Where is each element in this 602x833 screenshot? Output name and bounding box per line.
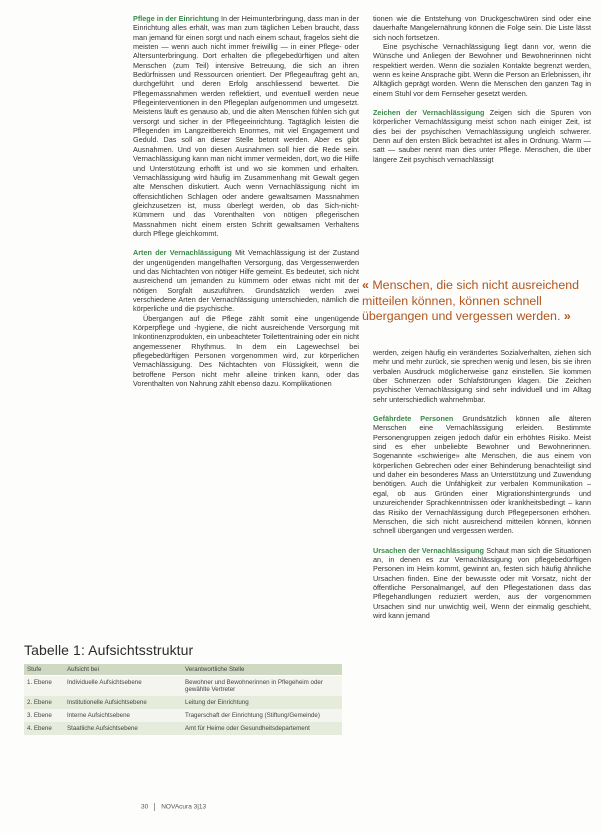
right-paragraph-2: Eine psychische Vernachlässigung liegt dann vor, wenn die Wünsche und Anliegen der Bewohner und Bewohnerinnen nicht respektiert werden. Wenn die sozialen Kontakte begrenzt werden, wenn es keine Ansprache gibt. Wenn die Person an Erlebnissen, ihr Alltäglich geprägt worden. Wenn die Menschen den ganzen Tag in einem Stuhl vor dem Fernseher gesetzt werden. (373, 42, 591, 98)
subhead-ursachen-vernachlaessigung: Ursachen der Vernachlässigung (373, 545, 484, 555)
paragraph-text: Grundsätzlich können alle älteren Menschen eine Vernachlässigung erleiden. Bestimmte Personengruppen zeigen jedoch dafür ein erhöhtes Risiko. Meist sind es eher unbeliebte Bewohner und Bewohnerinnen. Sogenannte «schwierige» alte Menschen, die aus einem von körperlichen Gebrechen oder einer Behinderung benachteiligt sind und daher ein besonderes Mass an Unterstützung und Zuwendung benötigen. Auch die Unfähigkeit zur verbalen Kommunikation – egal, ob aus Gründen einer Migrationshintergrunds und unzureichender Sprachkenntnissen oder krankheitsbedingt – kann das Risiko der Vernachlässigung durch Pflegepersonen erhöhen. Menschen, die sich nicht ausreichend mitteilen können, können schnell übergangen und vergessen werden. (373, 414, 592, 536)
table-cell: Interne Aufsichtsebene (64, 709, 182, 722)
subhead-zeichen-vernachlaessigung: Zeichen der Vernachlässigung (373, 108, 485, 118)
aufsichtsstruktur-table-block (24, 642, 342, 735)
subhead-gefaehrdete-personen: Gefährdete Personen (373, 414, 454, 424)
table-title: Tabelle 1: Aufsichtsstruktur (24, 642, 194, 658)
left-paragraph-2 (133, 248, 359, 313)
right-paragraph-5 (373, 414, 591, 535)
left-column (133, 14, 359, 388)
table-header-cell: Verantwortliche Stelle (182, 664, 342, 676)
subhead-pflege-einrichtung: Pflege in der Einrichtung (133, 14, 219, 23)
table-header-cell: Aufsicht bei (64, 664, 182, 676)
right-column-bottom (373, 348, 591, 620)
table-header-cell: Stufe (24, 664, 64, 676)
paragraph-text: Mit Vernachlässigung ist der Zustand der ungenügenden mangelhaften Versorgung, das Vergessenwerden und das Nichtachten von nötiger Hilfe gemeint. Es bedeutet, sich nicht ausreichend um jemanden zu kümmern oder etwas nicht mit der nötigen Sorgfalt auszuführen. Grundsätzlich werden zwei verschiedene Arten der Vernachlässigung unterschieden, nämlich die körperliche und die psychische. (133, 248, 360, 314)
magazine-name: NOVAcura 3|13 (161, 803, 207, 811)
table-cell: 2. Ebene (24, 696, 64, 709)
table-row (24, 696, 342, 709)
quote-open-mark: « (362, 278, 369, 292)
right-column-top (373, 14, 591, 164)
table-cell: 1. Ebene (24, 676, 64, 697)
table-cell: 4. Ebene (24, 722, 64, 735)
right-paragraph-4: werden, zeigen häufig ein verändertes Sozialverhalten, ziehen sich mehr und mehr zurück, sie sprechen wenig und lesen, bis sie ihren verbalen Ausdruck möglicherweise ganz einstellen. Sie kommen über Schmerzen oder Schlafstörungen klagen. Die Zeichen psychischer Vernachlässigung sind sehr individuell und im Alltag sehr unterschiedlich wahrnehmbar. (373, 348, 591, 404)
table-header-row (24, 664, 342, 676)
page-footer (141, 803, 206, 811)
quote-close-mark: » (563, 309, 571, 324)
paragraph-text: Zeigen sich die Spuren von körperlicher Vernachlässigung meist schon nach einiger Zeit, ist dies bei der psychischen Vernachlässigung ungleich schwerer. Denn auf den ersten Blick betrachtet ist alles in Ordnung. Warm — satt — sauber nennt man dies unter Pflege. Menschen, die über längere Zeit psychisch vernachlässigt (373, 108, 591, 164)
right-paragraph-3 (373, 108, 591, 164)
table-row (24, 709, 342, 722)
footer-divider (154, 803, 155, 811)
left-paragraph-1 (133, 14, 359, 238)
left-paragraph-3: Übergangen auf die Pflege zählt somit eine ungenügende Körperpflege und -hygiene, die nicht ausreichende Versorgung mit Inkontinenzprodukten, ein unbeachteter Toilettentraining oder ein nicht angemessener Rhythmus. In dem ein Lagewechsel bei pflegebedürftigen Personen vorgenommen wird, zur körperlichen Vernachlässigung. Des Nichtachten von Flüssigkeit, wenn die betroffene Person nicht mehr alleine trinken kann, oder das Vorenthalten von Nahrung zählt ebenso dazu. Komplikationen (133, 313, 359, 389)
pull-quote-text: Menschen, die sich nicht ausreichend mitteilen können, können schnell übergangen und vergessen werden. (362, 278, 579, 324)
table-cell: Staatliche Aufsichtsebene (64, 722, 182, 735)
table-cell: Individuelle Aufsichtsebene (64, 676, 182, 697)
pull-quote (362, 278, 594, 325)
table-cell: 3. Ebene (24, 709, 64, 722)
table-cell: Amt für Heime oder Gesundheitsdepartement (182, 722, 342, 735)
aufsichtsstruktur-table (24, 664, 342, 735)
subhead-arten-vernachlaessigung: Arten der Vernachlässigung (133, 248, 232, 258)
paragraph-text: Schaut man sich die Situationen an, in denen es zur Vernachlässigung von pflegebedürftigen Personen im Heim kommt, gewinnt an, festen sich häufig ähnliche Ursachen finden. Eine der bewusste oder mit Vorsatz, nicht der öffentliche Personalmangel, auf den Pflegestationen dass das Pflegehandlungen reduziert werden, aus der vorgenommen Ursachen sind nur unwichtig weil, Wenn der einmalig geschieht, wird kann jemand (373, 545, 592, 620)
right-paragraph-1: tionen wie die Entstehung von Druckgeschwüren sind oder eine dauerhafte Mangelernährung können die Folge sein. Die Liste lässt sich noch fortsetzen. (373, 14, 591, 42)
table-row (24, 722, 342, 735)
table-cell: Leitung der Einrichtung (182, 696, 342, 709)
table-cell: Tragerschaft der Einrichtung (Stiftung/Gemeinde) (182, 709, 342, 722)
page-number: 30 (141, 803, 149, 811)
table-cell: Institutionelle Aufsichtsebene (64, 696, 182, 709)
paragraph-text: In der Heimunterbringung, dass man in der Einrichtung alles erhält, was man zum täglichen Leben braucht, dass man jemand für einen sorgt und nach einem schaut, fragelos sieht die meisten — wenn auch nicht immer freiwillig — in einer Pflege- oder Altersunterbringung. Dort erhalten die pflegebedürftigen und alten Menschen (zum Teil) intensive Betreuung, die sich an ihren Bedürfnissen und Ressourcen orientiert. Der Pflegeauftrag geht an, durchgeführt und deren Erfolg anschliessend bewertet. Die Pflegemassnahmen werden reflektiert, und eventuell werden neue Pflegeinterventionen in den Pflegeplan aufgenommen und umgesetzt. Meistens läuft es genauso ab, und die alten Menschen fühlen sich gut versorgt und sicher in der Pflegeeinrichtung. Tagtäglich leisten die Pflegenden im Langzeitbereich Enormes, mit viel Engagement und Geduld. Das soll an dieser Stelle betont werden. Aber es gibt Ausnahmen. Und von diesen Ausnahmen soll hier die Rede sein. Vernachlässigung kann man nicht immer vermeiden, dort, wo die Hilfe und Unterstützung erhofft ist und wo sie kommen und erhalten. Vernachlässigung wird häufig im Zusammenhang mit Gewalt gegen alte Menschen diskutiert. Auch wenn Vernachlässigung nicht im offensichtlichen Schlagen oder andere gewaltsamen Massnahmen gleichzusetzen ist, muss überlegt werden, ob das Sich-nicht-Kümmern und das Vorenthalten von nötigen pflegerischen Massnahmen nicht einem ersten Schritt gewaltsamen Verhaltens durch Pflege gleichkommt. (133, 14, 359, 238)
right-paragraph-6 (373, 546, 591, 621)
table-row (24, 676, 342, 697)
table-cell: Bewohner und Bewohnerinnen in Pflegeheim oder gewählte Vertreter (182, 676, 342, 697)
